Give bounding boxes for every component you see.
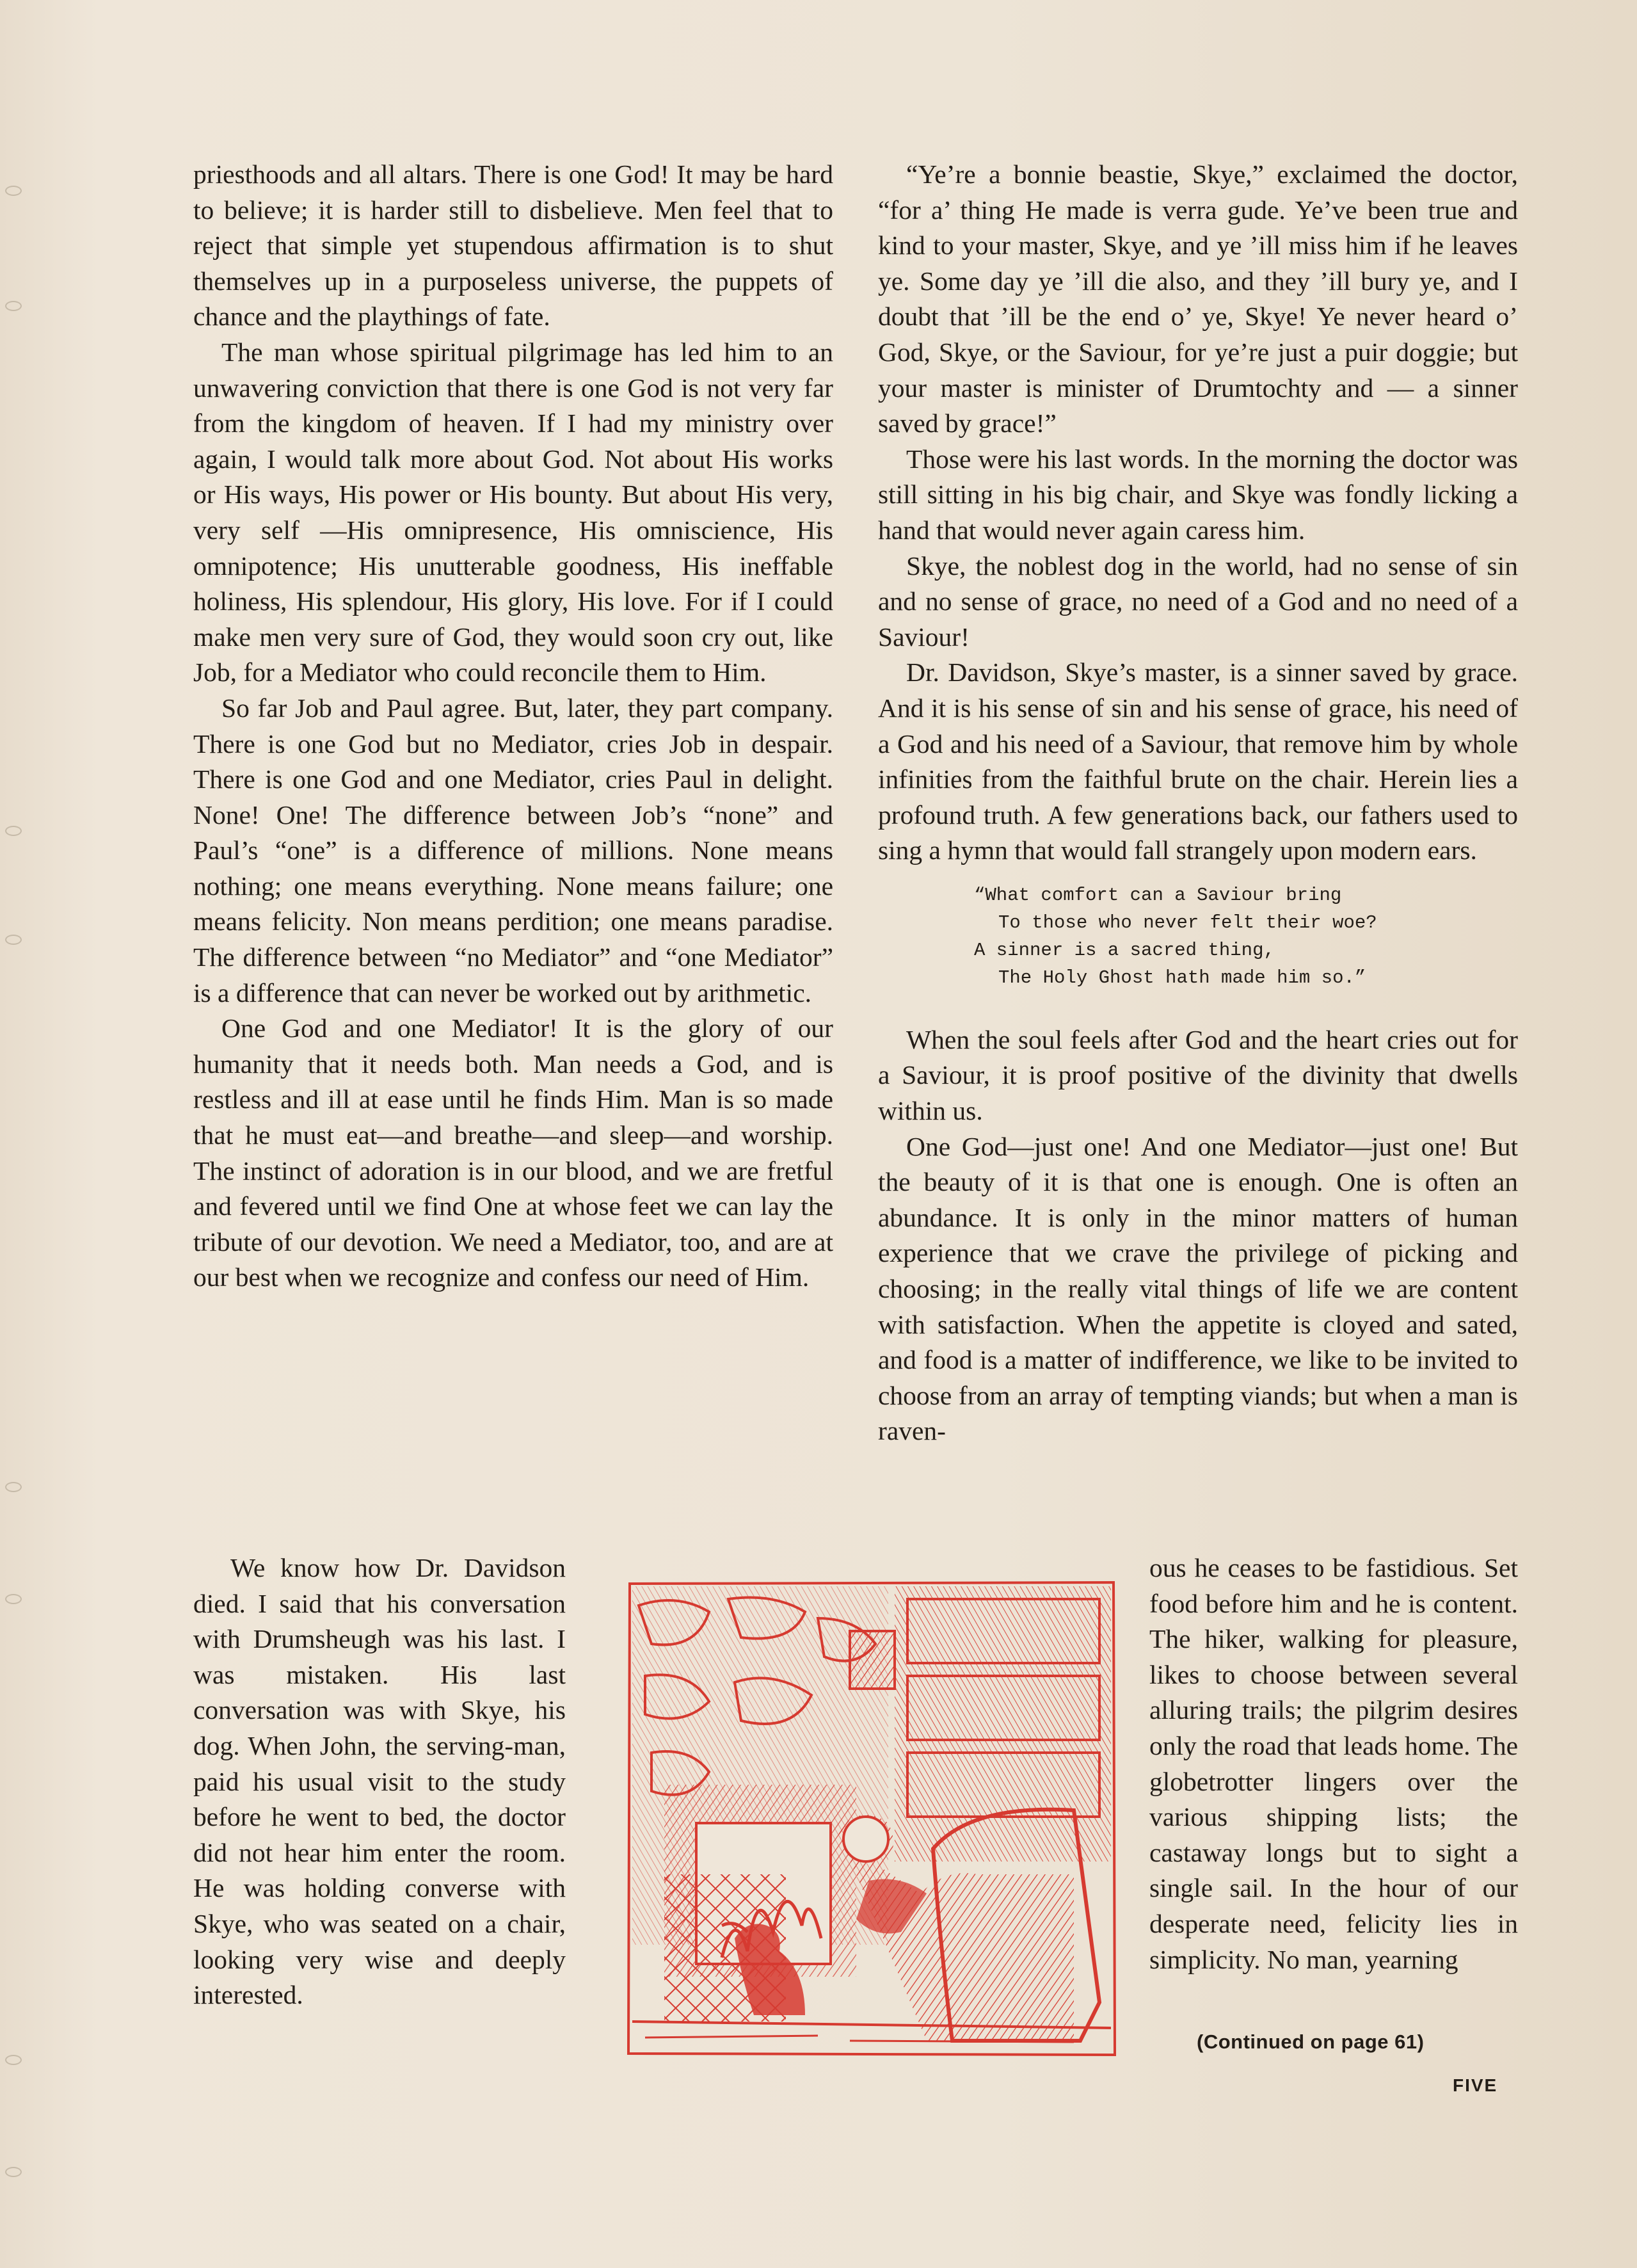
portrait-icon xyxy=(850,1631,895,1689)
left-narrow-column xyxy=(193,1550,566,2013)
punch-hole-mark xyxy=(5,2167,22,2177)
punch-hole-mark xyxy=(5,935,22,945)
paragraph: When the soul feels after God and the heart cries out for a Saviour, it is proof positive of the divinity that dwells within us. xyxy=(878,1024,1518,1126)
right-column xyxy=(878,157,1518,1449)
paragraph: priesthoods and all altars. There is one God! It may be hard to believe; it is harder still to disbelieve. Men feel that to reject that simple yet stupendous affirmation is to shut themselves up in a purposeless universe, the puppets of chance and the playthings of fate. xyxy=(193,159,833,332)
paragraph: Skye, the noblest dog in the world, had no sense of sin and no sense of grace, no need of a God and no need of a Saviour! xyxy=(878,551,1518,652)
paragraph: Those were his last words. In the morning the doctor was still sitting in his big chair, and Skye was fondly licking a hand that would never again caress him. xyxy=(878,444,1518,545)
paragraph: We know how Dr. Davidson died. I said that his conversation with Drumsheugh was his last. I was mistaken. His last conversation was with Skye, his dog. When John, the serving-man, paid his usual visit to the study before he went to bed, the doctor did not hear him enter the room. He was holding converse with Skye, who was seated on a chair, looking very wise and deeply interested. xyxy=(193,1553,566,2010)
paragraph: ous he ceases to be fastidious. Set food before him and he is content. The hiker, walking for pleasure, likes to choose between several alluring trails; the pilgrim desires only the road that leads home. The globetrotter lingers over the various shipping lists; the castaway longs but to sight a single sail. In the hour of our desperate need, felicity lies in simplicity. No man, yearning xyxy=(1149,1553,1518,1974)
hymn-line: To those who never felt their woe? xyxy=(998,912,1377,933)
punch-hole-mark xyxy=(5,186,22,196)
punch-hole-mark xyxy=(5,826,22,836)
hymn-quote xyxy=(974,881,1518,992)
punch-hole-mark xyxy=(5,301,22,311)
hymn-line: The Holy Ghost hath made him so.” xyxy=(998,967,1366,988)
paragraph: “Ye’re a bonnie beastie, Skye,” exclaimed the doctor, “for a’ thing He made is verra gude. Ye’ve been true and kind to your master, Skye, and ye ’ill miss him if he leaves ye. Some day ye ’ill die also, and they ’ill bury ye, and I doubt that ’ill be the end o’ ye, Skye! Ye never heard o’ God, Skye, or the Saviour, for ye’re just a puir doggie; but your master is minister of Drumtochty and — a sinner saved by grace!” xyxy=(878,159,1518,438)
punch-hole-mark xyxy=(5,1594,22,1604)
paragraph: One God and one Mediator! It is the glory of our humanity that it needs both. Man needs a God, and is restless and ill at ease until he finds Him. Man is so made that he must eat—and breathe—and sleep—and worship. The instinct of adoration is in our blood, and we are fretful and fevered until we find One at whose feet we can lay the tribute of our devotion. We need a Mediator, too, and are at our best when we recognize and confess our need of Him. xyxy=(193,1013,833,1292)
paragraph: Dr. Davidson, Skye’s master, is a sinner saved by grace. And it is his sense of sin and his sense of grace, his need of a God and his need of a Saviour, that remove him by whole infinities from the faithful brute on the chair. Herein lies a profound truth. A few generations back, our fathers used to sing a hymn that would fall strangely upon modern ears. xyxy=(878,657,1518,865)
hymn-line: A sinner is a sacred thing, xyxy=(974,939,1275,961)
right-narrow-column xyxy=(1149,1550,1518,1977)
continued-note: (Continued on page 61) xyxy=(1197,2031,1425,2053)
paragraph: The man whose spiritual pilgrimage has led him to an unwavering conviction that there is one God is not very far from the kingdom of heaven. If I had my ministry over again, I would talk more about God. Not about His works or His ways, His power or His bounty. But about His very, very self —His omnipresence, His omniscience, His omnipotence; His unutterable goodness, His ineffable holiness, His splendour, His glory, His love. For if I could make men very sure of God, they would soon cry out, like Job, for a Mediator who could reconcile them to Him. xyxy=(193,337,833,688)
paragraph: So far Job and Paul agree. But, later, they part company. There is one God but no Mediator, cries Job in despair. There is one God and one Mediator, cries Paul in delight. None! One! The difference between Job’s “none” and Paul’s “one” is a difference of millions. None means nothing; one means everything. None means failure; one means felicity. Non means perdition; one means paradise. The difference between “no Mediator” and “one Mediator” is a difference that can never be worked out by arithmetic. xyxy=(193,693,833,1008)
paragraph: One God—just one! And one Mediator—just one! But the beauty of it is that one is enough. One is often an abundance. It is only in the minor matters of human experience that we crave the privilege of picking and choosing; in the really vital things of life we are content with satisfaction. When the appetite is cloyed and sated, and food is a matter of indifference, we like to be invited to choose from an array of tempting viands; but when a man is raven- xyxy=(878,1131,1518,1446)
punch-hole-mark xyxy=(5,1482,22,1492)
left-column xyxy=(193,157,833,1296)
fireside-illustration xyxy=(626,1580,1117,2057)
punch-hole-mark xyxy=(5,2055,22,2065)
page-folio: FIVE xyxy=(1453,2075,1498,2095)
hymn-line: “What comfort can a Saviour bring xyxy=(974,884,1342,906)
